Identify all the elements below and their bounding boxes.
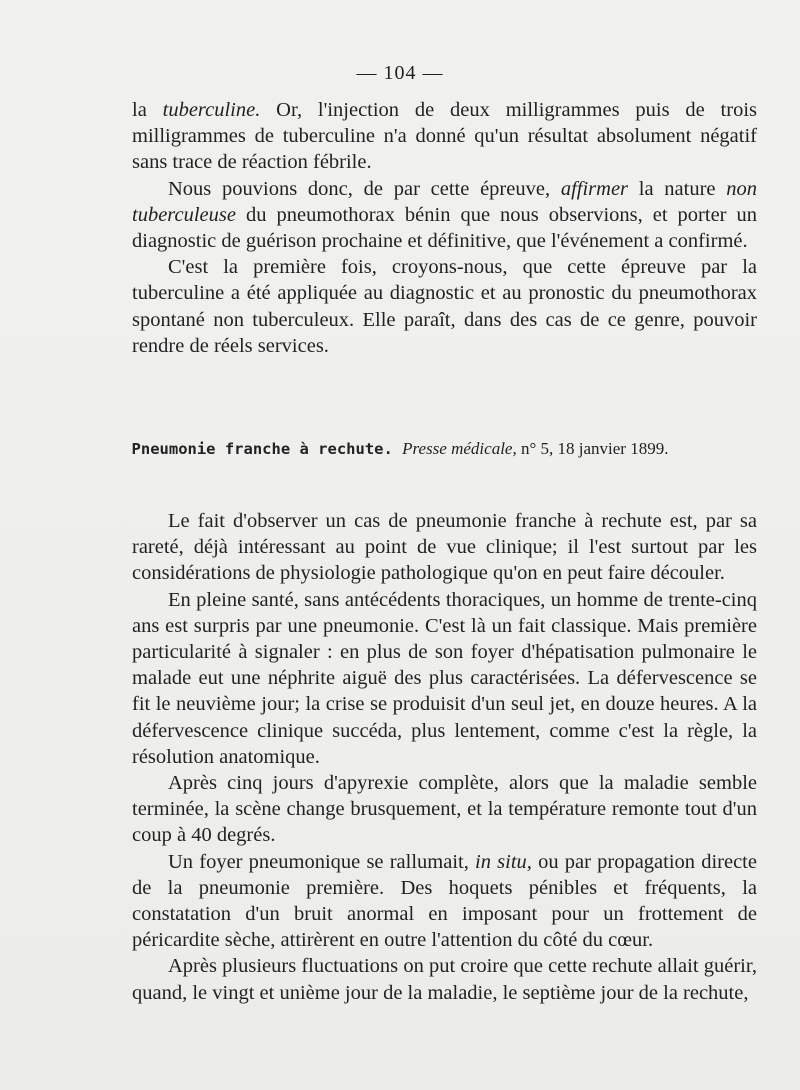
- bleed-through-text: [90, 375, 780, 397]
- journal-name: Presse médicale,: [402, 439, 517, 458]
- paragraph: la tuberculine. Or, l'injection de deux milligrammes puis de trois milligrammes de tuberculine n'a donné qu'un résultat absolument négatif sans trace de réaction fébrile.: [132, 99, 758, 174]
- section-title: Pneumonie franche à rechute.: [131, 440, 403, 458]
- paragraph: C'est la première fois, croyons-nous, que cette épreuve par la tuberculine a été appliquée au diagnostic et au pronostic du pneumothorax spontané non tuberculeux. Elle paraît, dans des cas de ce genre, pouvoir rendre de réels services.: [132, 256, 757, 357]
- paragraph: Après cinq jours d'apyrexie complète, alors que la maladie semble terminée, la scène change brusquement, et la température remonte tout d'un coup à 40 degrés.: [132, 772, 757, 847]
- page-number: — 104 —: [356, 62, 444, 84]
- section-heading: [0, 439, 800, 459]
- paragraph: Nous pouvions donc, de par cette épreuve, affirmer la nature non tuberculeuse du pneumothorax bénin que nous observions, et porter un diagnostic de guérison prochaine et définitive, que l'événement a confirmé.: [132, 177, 758, 253]
- paragraph: Un foyer pneumonique se rallumait, in situ, ou par propagation directe de la pneumonie première. Des hoquets pénibles et fréquents, la constatation d'un bruit anormal en imposant pour un frottement de péricardite sèche, attirèrent en outre l'attention du côté du cœur.: [132, 850, 757, 952]
- paragraph: Le fait d'observer un cas de pneumonie franche à rechute est, par sa rareté, déjà intéressant au point de vue clinique; il l'est surtout par les considérations de physiologie pathologique qu'on en peut faire découler.: [132, 510, 757, 585]
- text-block-bottom: [132, 508, 757, 1006]
- paragraph: En pleine santé, sans antécédents thoraciques, un homme de trente-cinq ans est surpris par une pneumonie. C'est là un fait classique. Mais première particularité à signaler : en plus de son foyer d'hépatisation pulmonaire le malade eut une néphrite aiguë des plus caractérisées. La défervescence se fit le neuvième jour; la crise se produisit d'un seul jet, en douze heures. A la défervescence clinique succéda, plus lentement, comme c'est la règle, la résolution anatomique.: [132, 588, 757, 768]
- paragraph: Après plusieurs fluctuations on put croire que cette rechute allait guérir, quand, le vingt et unième jour de la maladie, le septième jour de la rechute,: [132, 955, 757, 1004]
- text-block-top: [132, 97, 757, 359]
- journal-issue: n° 5, 18 janvier 1899.: [516, 439, 669, 458]
